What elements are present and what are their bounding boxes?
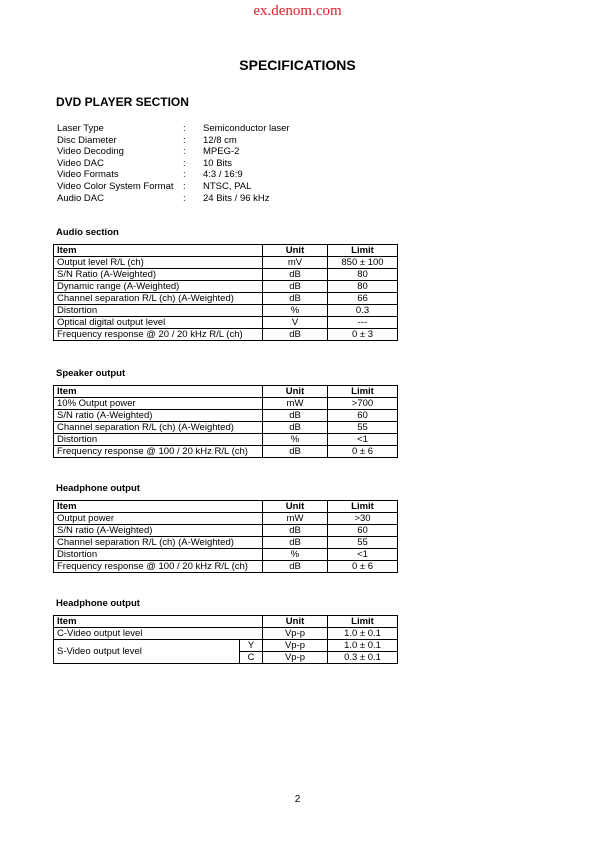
spec-colon: :	[183, 146, 186, 158]
spec-colon: :	[183, 180, 186, 192]
spec-value: Semiconductor laser	[203, 123, 290, 134]
table-row	[54, 281, 398, 293]
table-header-row	[54, 501, 398, 513]
table-row	[54, 628, 398, 640]
speaker-section-title: Speaker output	[56, 368, 126, 379]
cell-unit: dB	[263, 422, 328, 434]
table-row	[54, 317, 398, 329]
cell-limit: 80	[328, 281, 398, 293]
audio-section-title: Audio section	[56, 227, 119, 238]
table-header-row	[54, 386, 398, 398]
cell-item: Channel separation R/L (ch) (A-Weighted)	[54, 422, 263, 434]
table-row	[54, 434, 398, 446]
section-title: DVD PLAYER SECTION	[56, 95, 189, 109]
spec-row	[57, 193, 290, 205]
table-header-row	[54, 245, 398, 257]
spec-colon: :	[183, 123, 186, 134]
spec-row	[57, 169, 290, 181]
cell-limit: 80	[328, 269, 398, 281]
cell-unit: dB	[263, 269, 328, 281]
cell-limit: <1	[328, 549, 398, 561]
table-row	[54, 410, 398, 422]
table-row	[54, 329, 398, 341]
spec-colon: :	[183, 134, 186, 146]
cell-limit: 0 ± 6	[328, 446, 398, 458]
cell-limit: 0.3 ± 0.1	[328, 652, 398, 664]
cell-item: Output level R/L (ch)	[54, 257, 263, 269]
spec-row	[57, 123, 290, 135]
spec-colon: :	[183, 157, 186, 169]
cell-limit: 0 ± 6	[328, 561, 398, 573]
cell-limit: >700	[328, 398, 398, 410]
spec-value: NTSC, PAL	[203, 180, 252, 192]
cell-item: S/N ratio (A-Weighted)	[54, 525, 263, 537]
cell-unit: %	[263, 549, 328, 561]
speaker-table	[53, 385, 398, 458]
cell-limit: 0.3	[328, 305, 398, 317]
cell-limit: 55	[328, 422, 398, 434]
cell-item: 10% Output power	[54, 398, 263, 410]
cell-limit: 66	[328, 293, 398, 305]
header-limit: Limit	[328, 616, 398, 628]
headphone-table	[53, 500, 398, 573]
spec-label: Video DAC	[57, 157, 104, 169]
cell-item: S/N Ratio (A-Weighted)	[54, 269, 263, 281]
cell-limit: >30	[328, 513, 398, 525]
cell-limit: ---	[328, 317, 398, 329]
spec-label: Video Decoding	[57, 146, 124, 158]
header-unit: Unit	[263, 501, 328, 513]
cell-item: S-Video output level	[54, 640, 240, 664]
cell-unit: %	[263, 434, 328, 446]
cell-item: Channel separation R/L (ch) (A-Weighted)	[54, 293, 263, 305]
cell-unit: mW	[263, 513, 328, 525]
cell-unit: dB	[263, 293, 328, 305]
cell-item: Optical digital output level	[54, 317, 263, 329]
spec-row	[57, 158, 290, 170]
table-row	[54, 513, 398, 525]
cell-unit: dB	[263, 410, 328, 422]
cell-item: Frequency response @ 100 / 20 kHz R/L (ch)	[54, 446, 263, 458]
spec-value: 24 Bits / 96 kHz	[203, 192, 270, 204]
spec-label: Laser Type	[57, 123, 104, 134]
cell-unit: mV	[263, 257, 328, 269]
cell-unit: Vp-p	[263, 640, 328, 652]
cell-limit: 60	[328, 410, 398, 422]
video-table	[53, 615, 398, 664]
cell-limit: 1.0 ± 0.1	[328, 640, 398, 652]
cell-limit: 55	[328, 537, 398, 549]
page-number: 2	[294, 794, 301, 805]
spec-label: Audio DAC	[57, 192, 104, 204]
table-header-row	[54, 616, 398, 628]
cell-limit: 1.0 ± 0.1	[328, 628, 398, 640]
cell-unit: dB	[263, 281, 328, 293]
table-row	[54, 269, 398, 281]
cell-item: C-Video output level	[54, 628, 263, 640]
header-item: Item	[54, 245, 263, 257]
table-row	[54, 525, 398, 537]
cell-unit: dB	[263, 329, 328, 341]
cell-unit: Vp-p	[263, 652, 328, 664]
cell-limit: 850 ± 100	[328, 257, 398, 269]
cell-item: Distortion	[54, 549, 263, 561]
header-unit: Unit	[263, 245, 328, 257]
table-row	[54, 398, 398, 410]
cell-item: Channel separation R/L (ch) (A-Weighted)	[54, 537, 263, 549]
table-row	[54, 257, 398, 269]
header-limit: Limit	[328, 245, 398, 257]
watermark: ex.denom.com	[253, 3, 342, 19]
spec-label: Disc Diameter	[57, 134, 117, 146]
cell-unit: V	[263, 317, 328, 329]
cell-subchannel: C	[240, 652, 263, 664]
table-row	[54, 305, 398, 317]
cell-item: Frequency response @ 20 / 20 kHz R/L (ch)	[54, 329, 263, 341]
header-item: Item	[54, 386, 263, 398]
cell-item: Distortion	[54, 305, 263, 317]
header-item: Item	[54, 501, 263, 513]
spec-row	[57, 146, 290, 158]
table-row	[54, 446, 398, 458]
spec-value: MPEG-2	[203, 146, 240, 158]
table-row	[54, 422, 398, 434]
spec-value: 10 Bits	[203, 157, 233, 169]
spec-colon: :	[183, 192, 186, 204]
cell-item: Dynamic range (A-Weighted)	[54, 281, 263, 293]
spec-row	[57, 181, 290, 193]
audio-table	[53, 244, 398, 341]
header-item: Item	[54, 616, 263, 628]
video-section-title: Headphone output	[56, 598, 140, 609]
page-title: SPECIFICATIONS	[239, 57, 356, 73]
cell-unit: dB	[263, 561, 328, 573]
table-row	[54, 561, 398, 573]
table-row	[54, 549, 398, 561]
headphone-section-title: Headphone output	[56, 483, 140, 494]
cell-item: Distortion	[54, 434, 263, 446]
cell-unit: Vp-p	[263, 628, 328, 640]
cell-unit: dB	[263, 446, 328, 458]
cell-limit: 0 ± 3	[328, 329, 398, 341]
cell-unit: dB	[263, 537, 328, 549]
cell-limit: 60	[328, 525, 398, 537]
header-unit: Unit	[263, 386, 328, 398]
spec-label: Video Formats	[57, 169, 119, 181]
cell-unit: mW	[263, 398, 328, 410]
cell-subchannel: Y	[240, 640, 263, 652]
spec-value: 4:3 / 16:9	[203, 169, 243, 181]
cell-unit: %	[263, 305, 328, 317]
table-row	[54, 537, 398, 549]
cell-item: Output power	[54, 513, 263, 525]
header-limit: Limit	[328, 386, 398, 398]
spec-row	[57, 135, 290, 147]
cell-item: S/N ratio (A-Weighted)	[54, 410, 263, 422]
cell-item: Frequency response @ 100 / 20 kHz R/L (ch)	[54, 561, 263, 573]
header-unit: Unit	[263, 616, 328, 628]
spec-value: 12/8 cm	[203, 134, 237, 146]
cell-limit: <1	[328, 434, 398, 446]
spec-list	[57, 123, 290, 204]
table-row	[54, 293, 398, 305]
cell-unit: dB	[263, 525, 328, 537]
spec-label: Video Color System Format	[57, 180, 174, 192]
table-row	[54, 640, 398, 652]
header-limit: Limit	[328, 501, 398, 513]
spec-colon: :	[183, 169, 186, 181]
